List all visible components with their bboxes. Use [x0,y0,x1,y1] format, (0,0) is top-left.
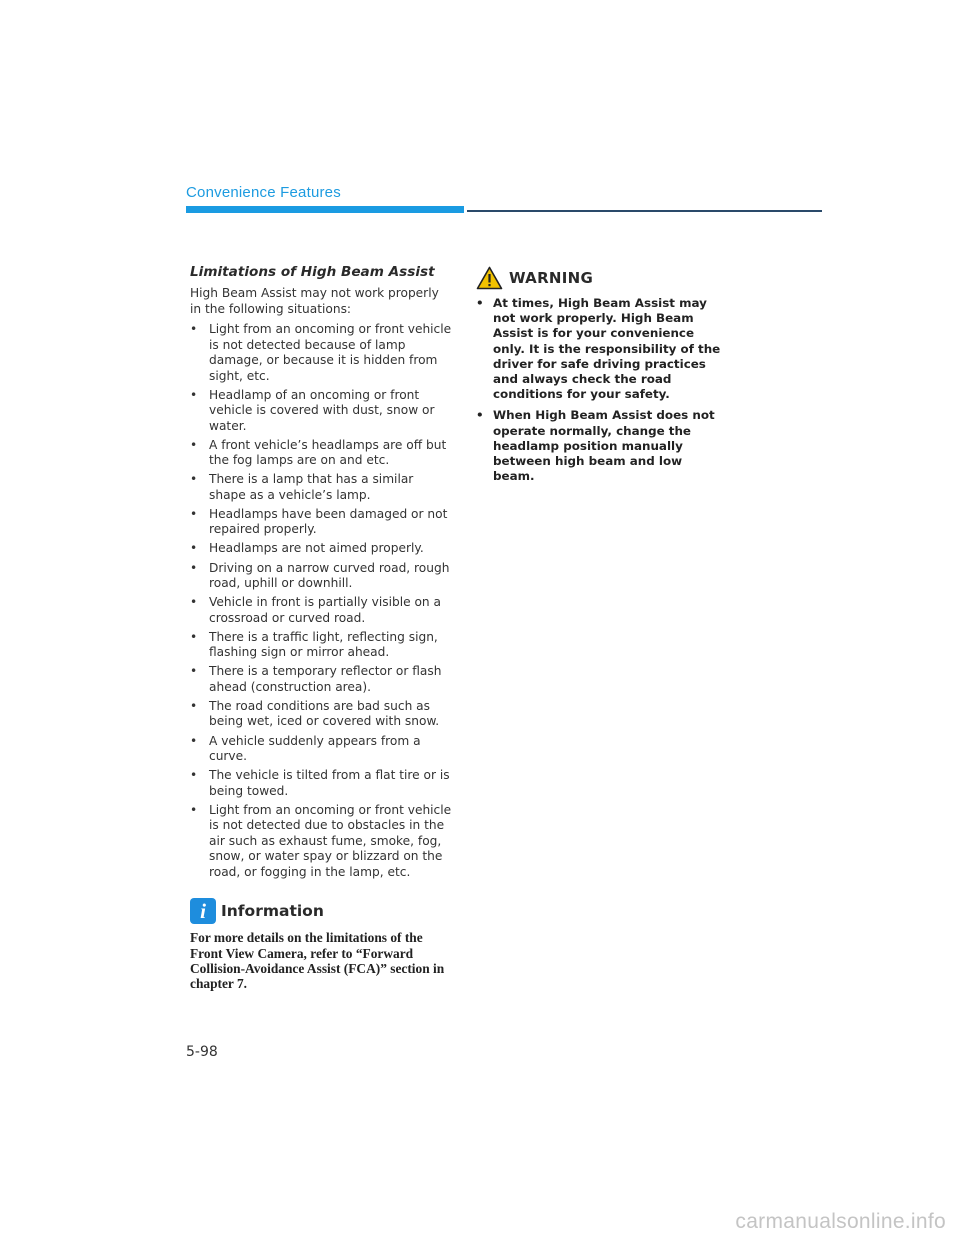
header-rule-thin [467,210,822,212]
information-body: For more details on the limitations of the Front View Camera, refer to “Forward Collision-Avoidance Assist (FCA)” section in chapter 7. [190,930,445,992]
warning-header [476,266,726,290]
limitations-list [190,322,452,880]
information-title: Information [221,902,324,921]
list-item: • Light from an oncoming or front vehicle is not detected because of lamp damage, or because it is hidden from sight, etc. [190,322,452,383]
list-item: • The vehicle is tilted from a flat tire or is being towed. [190,768,450,798]
list-item: • When High Beam Assist does not operate normally, change the headlamp position manually between high beam and low beam. [476,408,715,484]
information-header [190,898,452,924]
watermark: carmanualsonline.info [735,1210,946,1233]
list-item: • Headlamps are not aimed properly. [190,541,424,556]
list-item: • The road conditions are bad such as being wet, iced or covered with snow. [190,698,440,729]
list-item: • A front vehicle’s headlamps are off but the fog lamps are on and etc. [190,437,447,468]
warning-triangle-icon [476,266,503,290]
warning-title: WARNING [509,269,594,287]
left-column [190,264,452,992]
list-item: • Vehicle in front is partially visible on a crossroad or curved road. [190,595,441,625]
list-item: • Driving on a narrow curved road, rough road, uphill or downhill. [190,560,450,591]
header-rule-accent [186,206,464,213]
list-item: • There is a temporary reflector or flash ahead (construction area). [190,664,442,694]
section-header-title: Convenience Features [186,184,341,201]
list-item: • Headlamp of an oncoming or front vehicle is covered with dust, snow or water. [190,387,435,433]
list-item: • Headlamps have been damaged or not repaired properly. [190,506,448,537]
info-icon: i [190,898,216,924]
list-item: • At times, High Beam Assist may not work properly. High Beam Assist is for your convenience only. It is the responsibility of the driver for safe driving practices and always check the road conditions for your safety. [476,296,721,402]
list-item: • Light from an oncoming or front vehicle is not detected due to obstacles in the air such as exhaust fume, smoke, fog, snow, or water spay or blizzard on the road, or fogging in the lamp, etc. [190,802,452,879]
intro-paragraph: High Beam Assist may not work properly in the following situations: [190,286,439,316]
list-item: • A vehicle suddenly appears from a curve. [190,733,421,764]
list-item: • There is a lamp that has a similar shape as a vehicle’s lamp. [190,472,414,502]
right-column [476,266,726,490]
list-item: • There is a traffic light, reflecting sign, flashing sign or mirror ahead. [190,629,438,660]
section-heading: Limitations of High Beam Assist [190,264,435,280]
page-number: 5-98 [186,1044,218,1060]
warning-list [476,296,726,484]
